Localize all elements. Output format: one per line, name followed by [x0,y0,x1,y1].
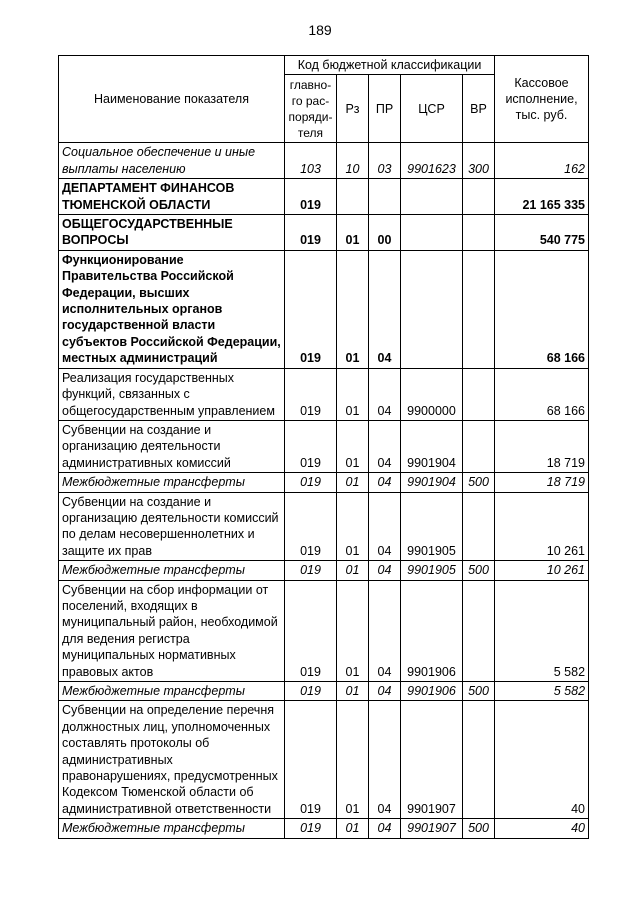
row-pr: 04 [369,420,401,472]
table-row [59,701,589,819]
row-csr: 9901906 [401,682,463,701]
row-rz: 01 [337,580,369,681]
row-rz: 01 [337,819,369,838]
row-vr [463,179,495,215]
row-csr: 9901904 [401,420,463,472]
row-vr: 500 [463,473,495,492]
row-glav: 019 [285,215,337,251]
row-amount: 18 719 [495,420,589,472]
row-pr: 04 [369,250,401,368]
row-amount: 68 166 [495,368,589,420]
table-row [59,250,589,368]
row-glav: 019 [285,420,337,472]
header-amount: Кассовое исполнение, тыс. руб. [495,56,589,143]
table-row [59,580,589,681]
row-name: Субвенции на сбор информации от поселений, входящих в муниципальный район, необходимой для ведения регистра муниципальных нормативных правовых актов [59,580,285,681]
row-name: Межбюджетные трансферты [59,682,285,701]
row-name: Социальное обеспечение и иные выплаты населению [59,143,285,179]
table-row [59,819,589,838]
row-name: Межбюджетные трансферты [59,819,285,838]
row-glav: 019 [285,682,337,701]
row-amount: 18 719 [495,473,589,492]
row-amount: 10 261 [495,561,589,580]
row-csr [401,179,463,215]
row-name: Субвенции на создание и организацию деятельности комиссий по делам несовершеннолетних и защите их прав [59,492,285,561]
row-glav: 019 [285,250,337,368]
row-name: Межбюджетные трансферты [59,473,285,492]
row-pr: 03 [369,143,401,179]
row-glav: 019 [285,701,337,819]
row-vr: 500 [463,819,495,838]
row-rz: 01 [337,250,369,368]
row-glav: 019 [285,580,337,681]
row-csr: 9900000 [401,368,463,420]
row-vr [463,368,495,420]
row-name: ОБЩЕГОСУДАРСТВЕННЫЕ ВОПРОСЫ [59,215,285,251]
header-classification-group: Код бюджетной классификации [285,56,495,75]
row-name: Межбюджетные трансферты [59,561,285,580]
header-csr: ЦСР [401,75,463,143]
row-vr: 500 [463,561,495,580]
table-row [59,368,589,420]
row-name: ДЕПАРТАМЕНТ ФИНАНСОВ ТЮМЕНСКОЙ ОБЛАСТИ [59,179,285,215]
row-glav: 019 [285,179,337,215]
row-glav: 019 [285,561,337,580]
table-row [59,420,589,472]
row-pr: 04 [369,492,401,561]
row-name: Субвенции на определение перечня должностных лиц, уполномоченных составлять протоколы об административных правонарушениях, предусмотренных Кодексом Тюменской области об административной ответственности [59,701,285,819]
row-csr: 9901904 [401,473,463,492]
row-amount: 21 165 335 [495,179,589,215]
row-pr [369,179,401,215]
row-amount: 68 166 [495,250,589,368]
table-row [59,473,589,492]
table-row [59,215,589,251]
row-rz: 01 [337,420,369,472]
row-vr [463,250,495,368]
row-rz: 01 [337,368,369,420]
row-rz [337,179,369,215]
row-csr: 9901623 [401,143,463,179]
row-name: Субвенции на создание и организацию деятельности административных комиссий [59,420,285,472]
header-name: Наименование показателя [59,56,285,143]
row-pr: 04 [369,368,401,420]
row-vr [463,701,495,819]
row-csr: 9901907 [401,701,463,819]
header-pr: ПР [369,75,401,143]
row-rz: 01 [337,682,369,701]
row-vr: 500 [463,682,495,701]
row-glav: 019 [285,819,337,838]
row-vr [463,492,495,561]
row-amount: 162 [495,143,589,179]
row-glav: 019 [285,492,337,561]
row-pr: 04 [369,682,401,701]
row-csr: 9901906 [401,580,463,681]
table-row [59,179,589,215]
row-pr: 04 [369,701,401,819]
header-rz: Рз [337,75,369,143]
row-name: Функционирование Правительства Российской Федерации, высших исполнительных органов государственной власти субъектов Российской Федерации, местных администраций [59,250,285,368]
row-glav: 103 [285,143,337,179]
row-csr: 9901905 [401,561,463,580]
row-vr [463,580,495,681]
row-amount: 5 582 [495,682,589,701]
row-pr: 04 [369,561,401,580]
row-rz: 01 [337,701,369,819]
row-amount: 40 [495,819,589,838]
row-amount: 10 261 [495,492,589,561]
row-rz: 01 [337,492,369,561]
table-row [59,682,589,701]
row-vr: 300 [463,143,495,179]
page-number: 189 [308,22,332,38]
row-vr [463,215,495,251]
row-csr: 9901907 [401,819,463,838]
row-vr [463,420,495,472]
table-row [59,492,589,561]
row-glav: 019 [285,473,337,492]
row-amount: 5 582 [495,580,589,681]
row-csr [401,215,463,251]
table-row [59,561,589,580]
row-pr: 00 [369,215,401,251]
budget-table [58,55,589,839]
row-pr: 04 [369,819,401,838]
row-amount: 540 775 [495,215,589,251]
row-rz: 01 [337,215,369,251]
row-rz: 01 [337,561,369,580]
row-pr: 04 [369,473,401,492]
header-glav: главно-го рас-поряди-теля [285,75,337,143]
row-csr: 9901905 [401,492,463,561]
table-row [59,143,589,179]
row-rz: 10 [337,143,369,179]
row-pr: 04 [369,580,401,681]
row-glav: 019 [285,368,337,420]
row-rz: 01 [337,473,369,492]
row-name: Реализация государственных функций, связанных с общегосударственным управлением [59,368,285,420]
row-amount: 40 [495,701,589,819]
header-vr: ВР [463,75,495,143]
row-csr [401,250,463,368]
